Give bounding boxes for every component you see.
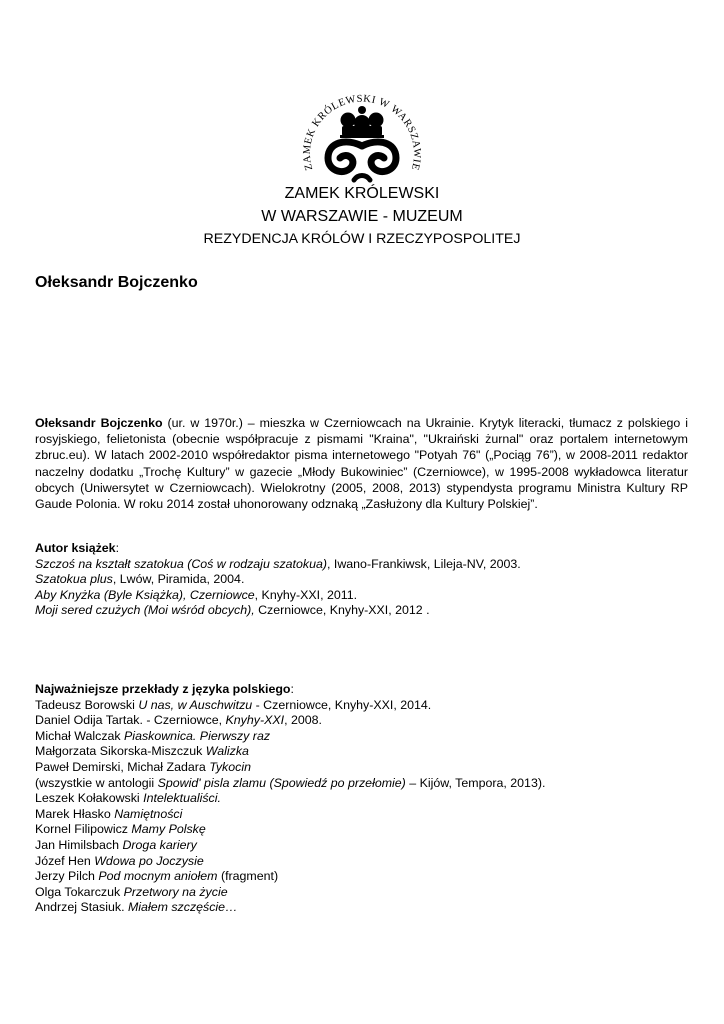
translation-details: , 2008. xyxy=(284,713,322,728)
translation-author: Józef Hen xyxy=(35,853,95,868)
translation-title: Intelektualiści. xyxy=(143,791,221,806)
translation-author: Daniel Odija Tartak. - Czerniowce, xyxy=(35,713,226,728)
book-publication: , Iwano-Frankiwsk, Lileja-NV, 2003. xyxy=(327,556,521,571)
translation-details: - Czerniowce, Knyhy-XXI, 2014. xyxy=(252,697,432,712)
logo-ring-text: ZAMEK KRÓLEWSKI W WARSZAWIE xyxy=(301,93,423,172)
translations-section xyxy=(35,682,695,916)
translation-item xyxy=(35,744,695,760)
header-title-line2: W WARSZAWIE - MUZEUM xyxy=(261,208,463,225)
authored-heading: Autor książek xyxy=(35,541,116,555)
translation-list xyxy=(35,698,695,916)
book-title: Moji sered czużych (Moi wśród obcych), xyxy=(35,603,255,618)
crown-icon xyxy=(340,106,384,138)
translation-title: Spowid' pisla zlamu (Spowiedź po przełomie) xyxy=(157,775,406,790)
translation-title: U nas, w Auschwitzu xyxy=(138,697,253,712)
translation-item xyxy=(35,698,695,714)
translation-title: Przetwory na życie xyxy=(123,884,228,899)
translation-title: Pod mocnym aniołem xyxy=(98,869,218,884)
translations-heading-line xyxy=(35,682,695,698)
book-item xyxy=(35,557,695,573)
book-item xyxy=(35,572,695,588)
translation-item xyxy=(35,760,695,776)
translation-item xyxy=(35,729,695,745)
translation-author: Małgorzata Sikorska-Miszczuk xyxy=(35,744,206,759)
translation-author: Leszek Kołakowski xyxy=(35,791,144,806)
translation-title: Wdowa po Joczysie xyxy=(94,853,204,868)
translation-title: Miałem szczęście… xyxy=(127,900,238,915)
translation-item xyxy=(35,791,695,807)
translation-author: Olga Tokarczuk xyxy=(35,884,124,899)
translation-title: Knyhy-XXI xyxy=(225,713,285,728)
scroll-ornament-icon xyxy=(328,142,396,180)
book-publication: , Knyhy-XXI, 2011. xyxy=(254,587,358,602)
translation-author: Tadeusz Borowski xyxy=(35,697,139,712)
translation-item xyxy=(35,807,695,823)
authored-heading-line xyxy=(35,541,695,557)
book-list xyxy=(35,557,695,619)
translation-author: Kornel Filipowicz xyxy=(35,822,132,837)
translation-author: (wszystkie w antologii xyxy=(35,775,158,790)
translation-title: Piaskownica. Pierwszy raz xyxy=(124,728,271,743)
translation-item xyxy=(35,885,695,901)
page-title: Ołeksandr Bojczenko xyxy=(35,274,198,291)
translation-item xyxy=(35,854,695,870)
bio-paragraph xyxy=(35,415,688,512)
translations-heading-colon: : xyxy=(290,682,294,696)
translations-heading: Najważniejsze przekłady z języka polskiego xyxy=(35,682,291,696)
translation-item xyxy=(35,838,695,854)
book-item xyxy=(35,588,695,604)
authored-heading-colon: : xyxy=(115,541,120,555)
translation-title: Droga kariery xyxy=(122,837,197,852)
book-title: Szczoś na kształt szatokua (Coś w rodzaju szatokua) xyxy=(35,556,327,571)
translation-item xyxy=(35,869,695,885)
translation-title: Tykocin xyxy=(209,759,251,774)
header-title-line1: ZAMEK KRÓLEWSKI xyxy=(284,185,440,202)
translation-title: Mamy Polskę xyxy=(131,822,206,837)
bio-name: Ołeksandr Bojczenko xyxy=(35,416,163,430)
translation-item xyxy=(35,900,695,916)
book-item xyxy=(35,603,695,619)
translation-author: Jerzy Pilch xyxy=(35,869,99,884)
translation-item xyxy=(35,776,695,792)
book-publication: Czerniowce, Knyhy-XXI, 2012 . xyxy=(254,603,430,618)
book-publication: , Lwów, Piramida, 2004. xyxy=(112,572,245,587)
header-subtitle: REZYDENCJA KRÓLÓW I RZECZYPOSPOLITEJ xyxy=(203,231,521,247)
translation-author: Paweł Demirski, Michał Zadara xyxy=(35,759,210,774)
translation-title: Namiętności xyxy=(114,806,183,821)
book-title: Aby Knyżka (Byle Książka), Czerniowce xyxy=(35,587,255,602)
bio-text: (ur. w 1970r.) – mieszka w Czerniowcach na Ukrainie. Krytyk literacki, tłumacz z polskiego i rosyjskiego, felietonista (obecnie współpracuje z pismami "Kraina", "Ukraiński żurnal" oraz portalem internetowym zbruc.eu). W latach 2002-2010 współredaktor pisma internetowego "Potyah 76" („Pociąg 76”), w 2008-2011 redaktor naczelny dodatku „Trochę Kultury” w gazecie „Młody Bukowiniec” (Czerniowce), w 1995-2008 wykładowca literatur obcych (Uniwersytet w Czerniowcach). Wielokrotny (2005, 2008, 2013) stypendysta programu Ministra Kultury RP Gaude Polonia. W roku 2014 został uhonorowany odznaką „Zasłużony dla Kultury Polskiej”. xyxy=(35,416,688,512)
translation-details: – Kijów, Tempora, 2013). xyxy=(405,775,546,790)
translation-title: Walizka xyxy=(205,744,249,759)
translation-author: Michał Walczak xyxy=(35,728,125,743)
royal-castle-logo xyxy=(296,76,428,194)
translation-author: Jan Himilsbach xyxy=(35,837,123,852)
translation-item xyxy=(35,822,695,838)
translation-author: Andrzej Stasiuk. xyxy=(35,900,128,915)
translation-author: Marek Hłasko xyxy=(35,806,115,821)
translation-details: (fragment) xyxy=(217,869,279,884)
translation-item xyxy=(35,713,695,729)
authored-books-section xyxy=(35,541,695,619)
book-title: Szatokua plus xyxy=(35,572,113,587)
